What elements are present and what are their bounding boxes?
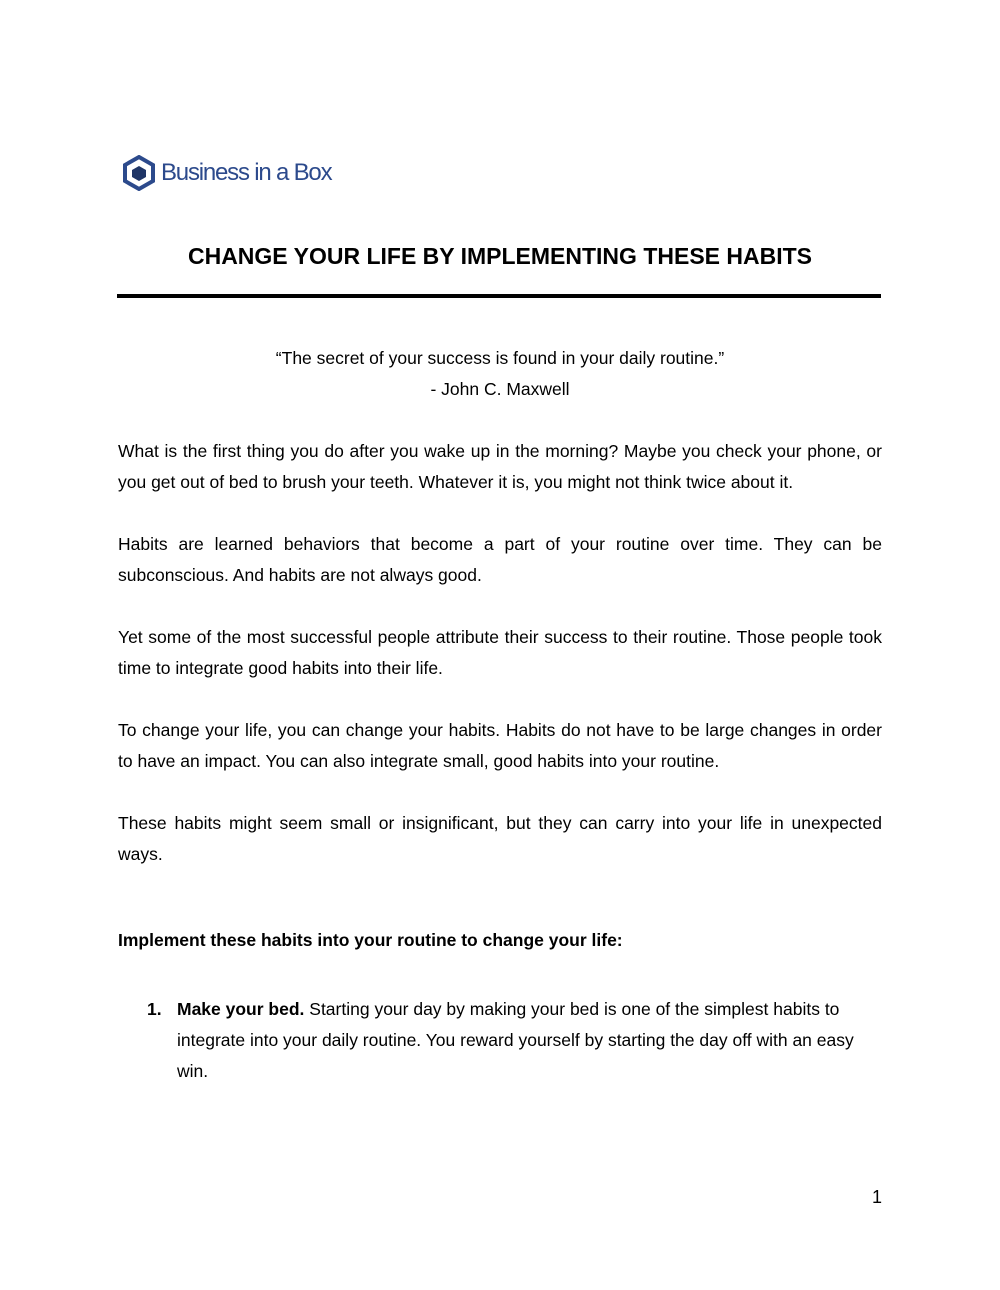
paragraph: To change your life, you can change your habits. Habits do not have to be large changes in order to have an impact. You can also integrate small, good habits into your routine. bbox=[118, 720, 882, 771]
list-number: 1. bbox=[147, 999, 162, 1019]
quote-text: “The secret of your success is found in your daily routine.” bbox=[275, 348, 725, 368]
title-divider bbox=[117, 294, 881, 298]
quote bbox=[118, 343, 882, 405]
list-item-title: Make your bed. bbox=[177, 999, 305, 1019]
logo bbox=[122, 155, 331, 191]
paragraph: Habits are learned behaviors that become a part of your routine over time. They can be subconscious. And habits are not always good. bbox=[118, 534, 882, 585]
list-item-text: Starting your day by making your bed is one of the simplest habits to integrate into your daily routine. You reward yourself by starting the day off with an easy win. bbox=[177, 999, 854, 1081]
list-item bbox=[147, 994, 882, 1087]
body bbox=[118, 436, 882, 901]
logo-text: Business in a Box bbox=[161, 159, 332, 186]
paragraph: What is the first thing you do after you wake up in the morning? Maybe you check your phone, or you get out of bed to brush your teeth. Whatever it is, you might not think twice about it. bbox=[118, 441, 882, 492]
page-title: CHANGE YOUR LIFE BY IMPLEMENTING THESE HABITS bbox=[187, 243, 813, 269]
quote-author: - John C. Maxwell bbox=[430, 379, 570, 399]
hexagon-logo-icon bbox=[122, 155, 156, 191]
section-heading: Implement these habits into your routine to change your life: bbox=[118, 930, 623, 950]
paragraph: Yet some of the most successful people attribute their success to their routine. Those people took time to integrate good habits into their life. bbox=[118, 627, 882, 678]
page-number: 1 bbox=[872, 1187, 883, 1207]
paragraph: These habits might seem small or insignificant, but they can carry into your life in unexpected ways. bbox=[118, 813, 882, 864]
